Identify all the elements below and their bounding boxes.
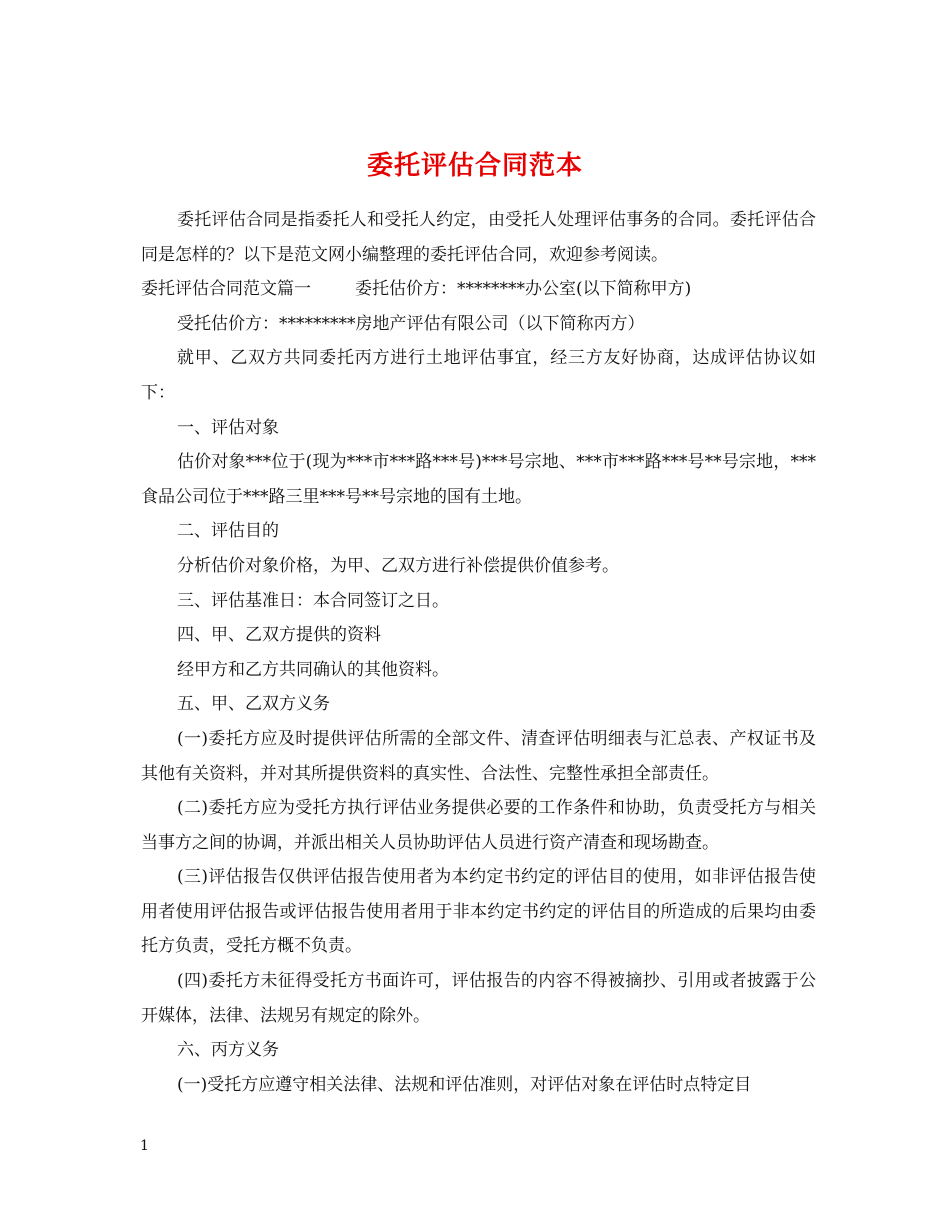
document-title: 委托评估合同范本 [366,151,583,182]
sample-and-client-line [141,272,816,307]
section-heading-object: 一、评估对象 [177,417,279,438]
obligation-item-4: (四)委托方未征得受托方书面许可，评估报告的内容不得被摘抄、引用或者披露于公开媒体，法律、法规另有规定的除外。 [141,971,816,1026]
agreement-paragraph: 就甲、乙双方共同委托丙方进行土地评估事宜，经三方友好协商，达成评估协议如下： [141,348,816,403]
purpose-paragraph: 分析估价对象价格，为甲、乙双方进行补偿提供价值参考。 [177,555,619,576]
document-body [141,203,816,1102]
section-heading-obligations: 五、甲、乙双方义务 [177,694,330,715]
obligation-item-2: (二)委托方应为受托方执行评估业务提供必要的工作条件和协助，负责受托方与相关当事方之间的协调，并派出相关人员协助评估人员进行资产清查和现场勘查。 [141,798,816,853]
sample-heading: 委托评估合同范文篇一 [141,279,311,300]
obligation-item-3: (三)评估报告仅供评估报告使用者为本约定书约定的评估目的使用，如非评估报告使用者使用评估报告或评估报告使用者用于非本约定书约定的评估目的所造成的后果均由委托方负责，受托方概不负责。 [141,867,816,957]
intro-paragraph: 委托评估合同是指委托人和受托人约定，由受托人处理评估事务的合同。委托评估合同是怎样的？以下是范文网小编整理的委托评估合同，欢迎参考阅读。 [141,210,816,265]
third-party-obligation-item-1: (一)受托方应遵守相关法律、法规和评估准则，对评估对象在评估时点特定目 [177,1074,752,1095]
object-paragraph: 估价对象***位于(现为***市***路***号)***号宗地、***市***路***号**号宗地，***食品公司位于***路三里***号**号宗地的国有土地。 [141,452,816,507]
page-number: 1 [140,1138,149,1154]
client-party-line: 委托估价方：********办公室(以下简称甲方) [355,279,692,300]
materials-paragraph: 经甲方和乙方共同确认的其他资料。 [177,659,449,680]
section-heading-materials: 四、甲、乙双方提供的资料 [177,625,381,646]
obligation-item-1: (一)委托方应及时提供评估所需的全部文件、清查评估明细表与汇总表、产权证书及其他有关资料，并对其所提供资料的真实性、合法性、完整性承担全部责任。 [141,728,816,784]
section-heading-third-party: 六、丙方义务 [177,1040,279,1061]
section-heading-purpose: 二、评估目的 [177,521,279,542]
appraiser-party-line: 受托估价方：*********房地产评估有限公司（以下简称丙方） [177,313,645,334]
section-heading-date: 三、评估基准日：本合同签订之日。 [177,590,449,611]
